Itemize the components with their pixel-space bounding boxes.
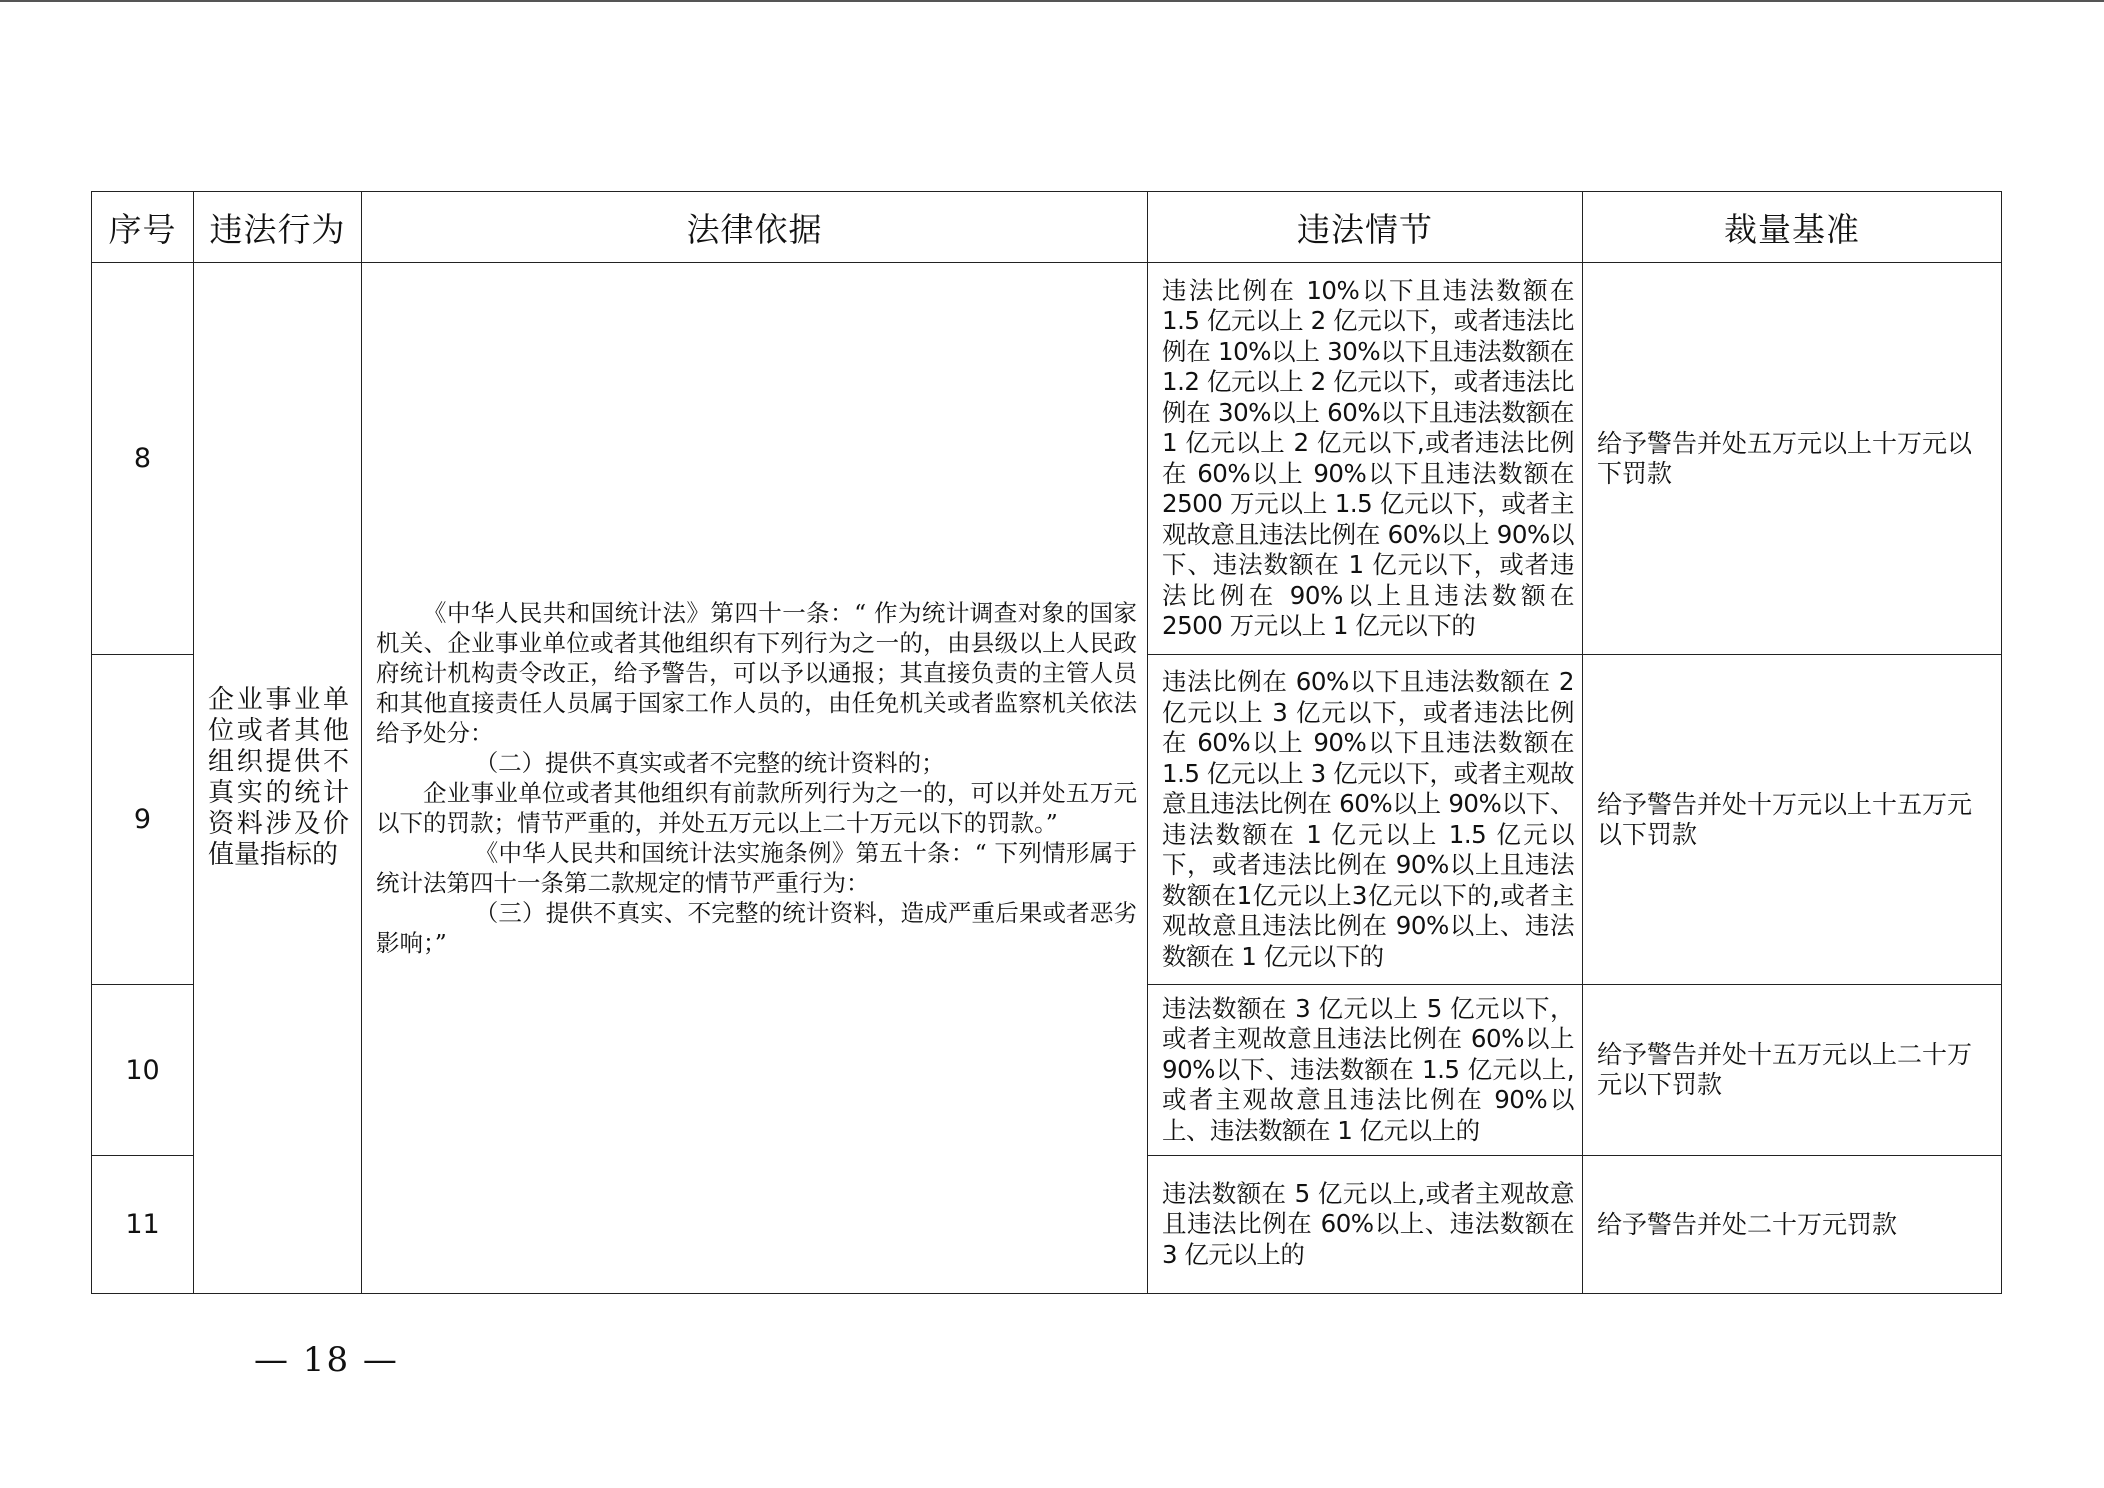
legal-basis-paragraph: 企业事业单位或者其他组织有前款所列行为之一的，可以并处五万元以下的罚款；情节严重的，并处五万元以上二十万元以下的罚款。”: [376, 779, 1137, 837]
violation-circumstance: 违法数额在 3 亿元以上 5 亿元以下，或者主观故意且违法比例在 60%以上 90%以下、违法数额在 1.5 亿元以上,或者主观故意且违法比例在 90%以上、违法数额在 1 亿元以上的: [1148, 985, 1583, 1156]
discretion-standard: 给予警告并处二十万元罚款: [1583, 1156, 2002, 1294]
penalty-discretion-table: [91, 191, 2002, 1294]
header-no: 序号: [92, 192, 194, 263]
header-circumstance: 违法情节: [1148, 192, 1583, 263]
discretion-standard: 给予警告并处十万元以上十五万元以下罚款: [1583, 655, 2002, 985]
row-number: 9: [92, 655, 194, 985]
legal-basis: [362, 263, 1148, 1294]
row-number: 10: [92, 985, 194, 1156]
legal-basis-paragraph: 《中华人民共和国统计法实施条例》第五十条：“ 下列情形属于统计法第四十一条第二款规定的情节严重行为：: [376, 839, 1137, 897]
discretion-standard: 给予警告并处五万元以上十万元以下罚款: [1583, 263, 2002, 655]
legal-basis-paragraph: 《中华人民共和国统计法》第四十一条：“ 作为统计调查对象的国家机关、企业事业单位或者其他组织有下列行为之一的，由县级以上人民政府统计机构责令改正，给予警告，可以予以通报；其直接负责的主管人员和其他直接责任人员属于国家工作人员的，由任免机关或者监察机关依法给予处分：: [376, 599, 1137, 747]
legal-basis-item: （三）提供不真实、不完整的统计资料，造成严重后果或者恶劣影响；”: [376, 899, 1137, 957]
violation-circumstance: 违法比例在 10%以下且违法数额在 1.5 亿元以上 2 亿元以下，或者违法比例在 10%以上 30%以下且违法数额在 1.2 亿元以上 2 亿元以下，或者违法比例在 30%以上 60%以下且违法数额在 1 亿元以上 2 亿元以下,或者违法比例在 60%以上 90%以下且违法数额在 2500 万元以上 1.5 亿元以下，或者主观故意且违法比例在 60%以上 90%以下、违法数额在 1 亿元以下，或者违法比例在 90%以上且违法数额在 2500 万元以上 1 亿元以下的: [1148, 263, 1583, 655]
violation-behavior: 企业事业单位或者其他组织提供不真实的统计资料涉及价值量指标的: [194, 263, 362, 1294]
table-header-row: [92, 192, 2002, 263]
row-number: 11: [92, 1156, 194, 1294]
page-number: — 18 —: [254, 1340, 399, 1380]
header-legal-basis: 法律依据: [362, 192, 1148, 263]
violation-circumstance: 违法数额在 5 亿元以上,或者主观故意且违法比例在 60%以上、违法数额在 3 亿元以上的: [1148, 1156, 1583, 1294]
discretion-standard: 给予警告并处十五万元以上二十万元以下罚款: [1583, 985, 2002, 1156]
page-top-border: [0, 0, 2104, 2]
violation-circumstance: 违法比例在 60%以下且违法数额在 2 亿元以上 3 亿元以下，或者违法比例在 60%以上 90%以下且违法数额在 1.5 亿元以上 3 亿元以下，或者主观故意且违法比例在 60%以上 90%以下、违法数额在 1 亿元以上 1.5 亿元以下，或者违法比例在 90%以上且违法数额在1亿元以上3亿元以下的,或者主观故意且违法比例在 90%以上、违法数额在 1 亿元以下的: [1148, 655, 1583, 985]
header-behavior: 违法行为: [194, 192, 362, 263]
header-standard: 裁量基准: [1583, 192, 2002, 263]
table-row: [92, 263, 2002, 655]
row-number: 8: [92, 263, 194, 655]
legal-basis-item: （二）提供不真实或者不完整的统计资料的；: [474, 749, 945, 777]
